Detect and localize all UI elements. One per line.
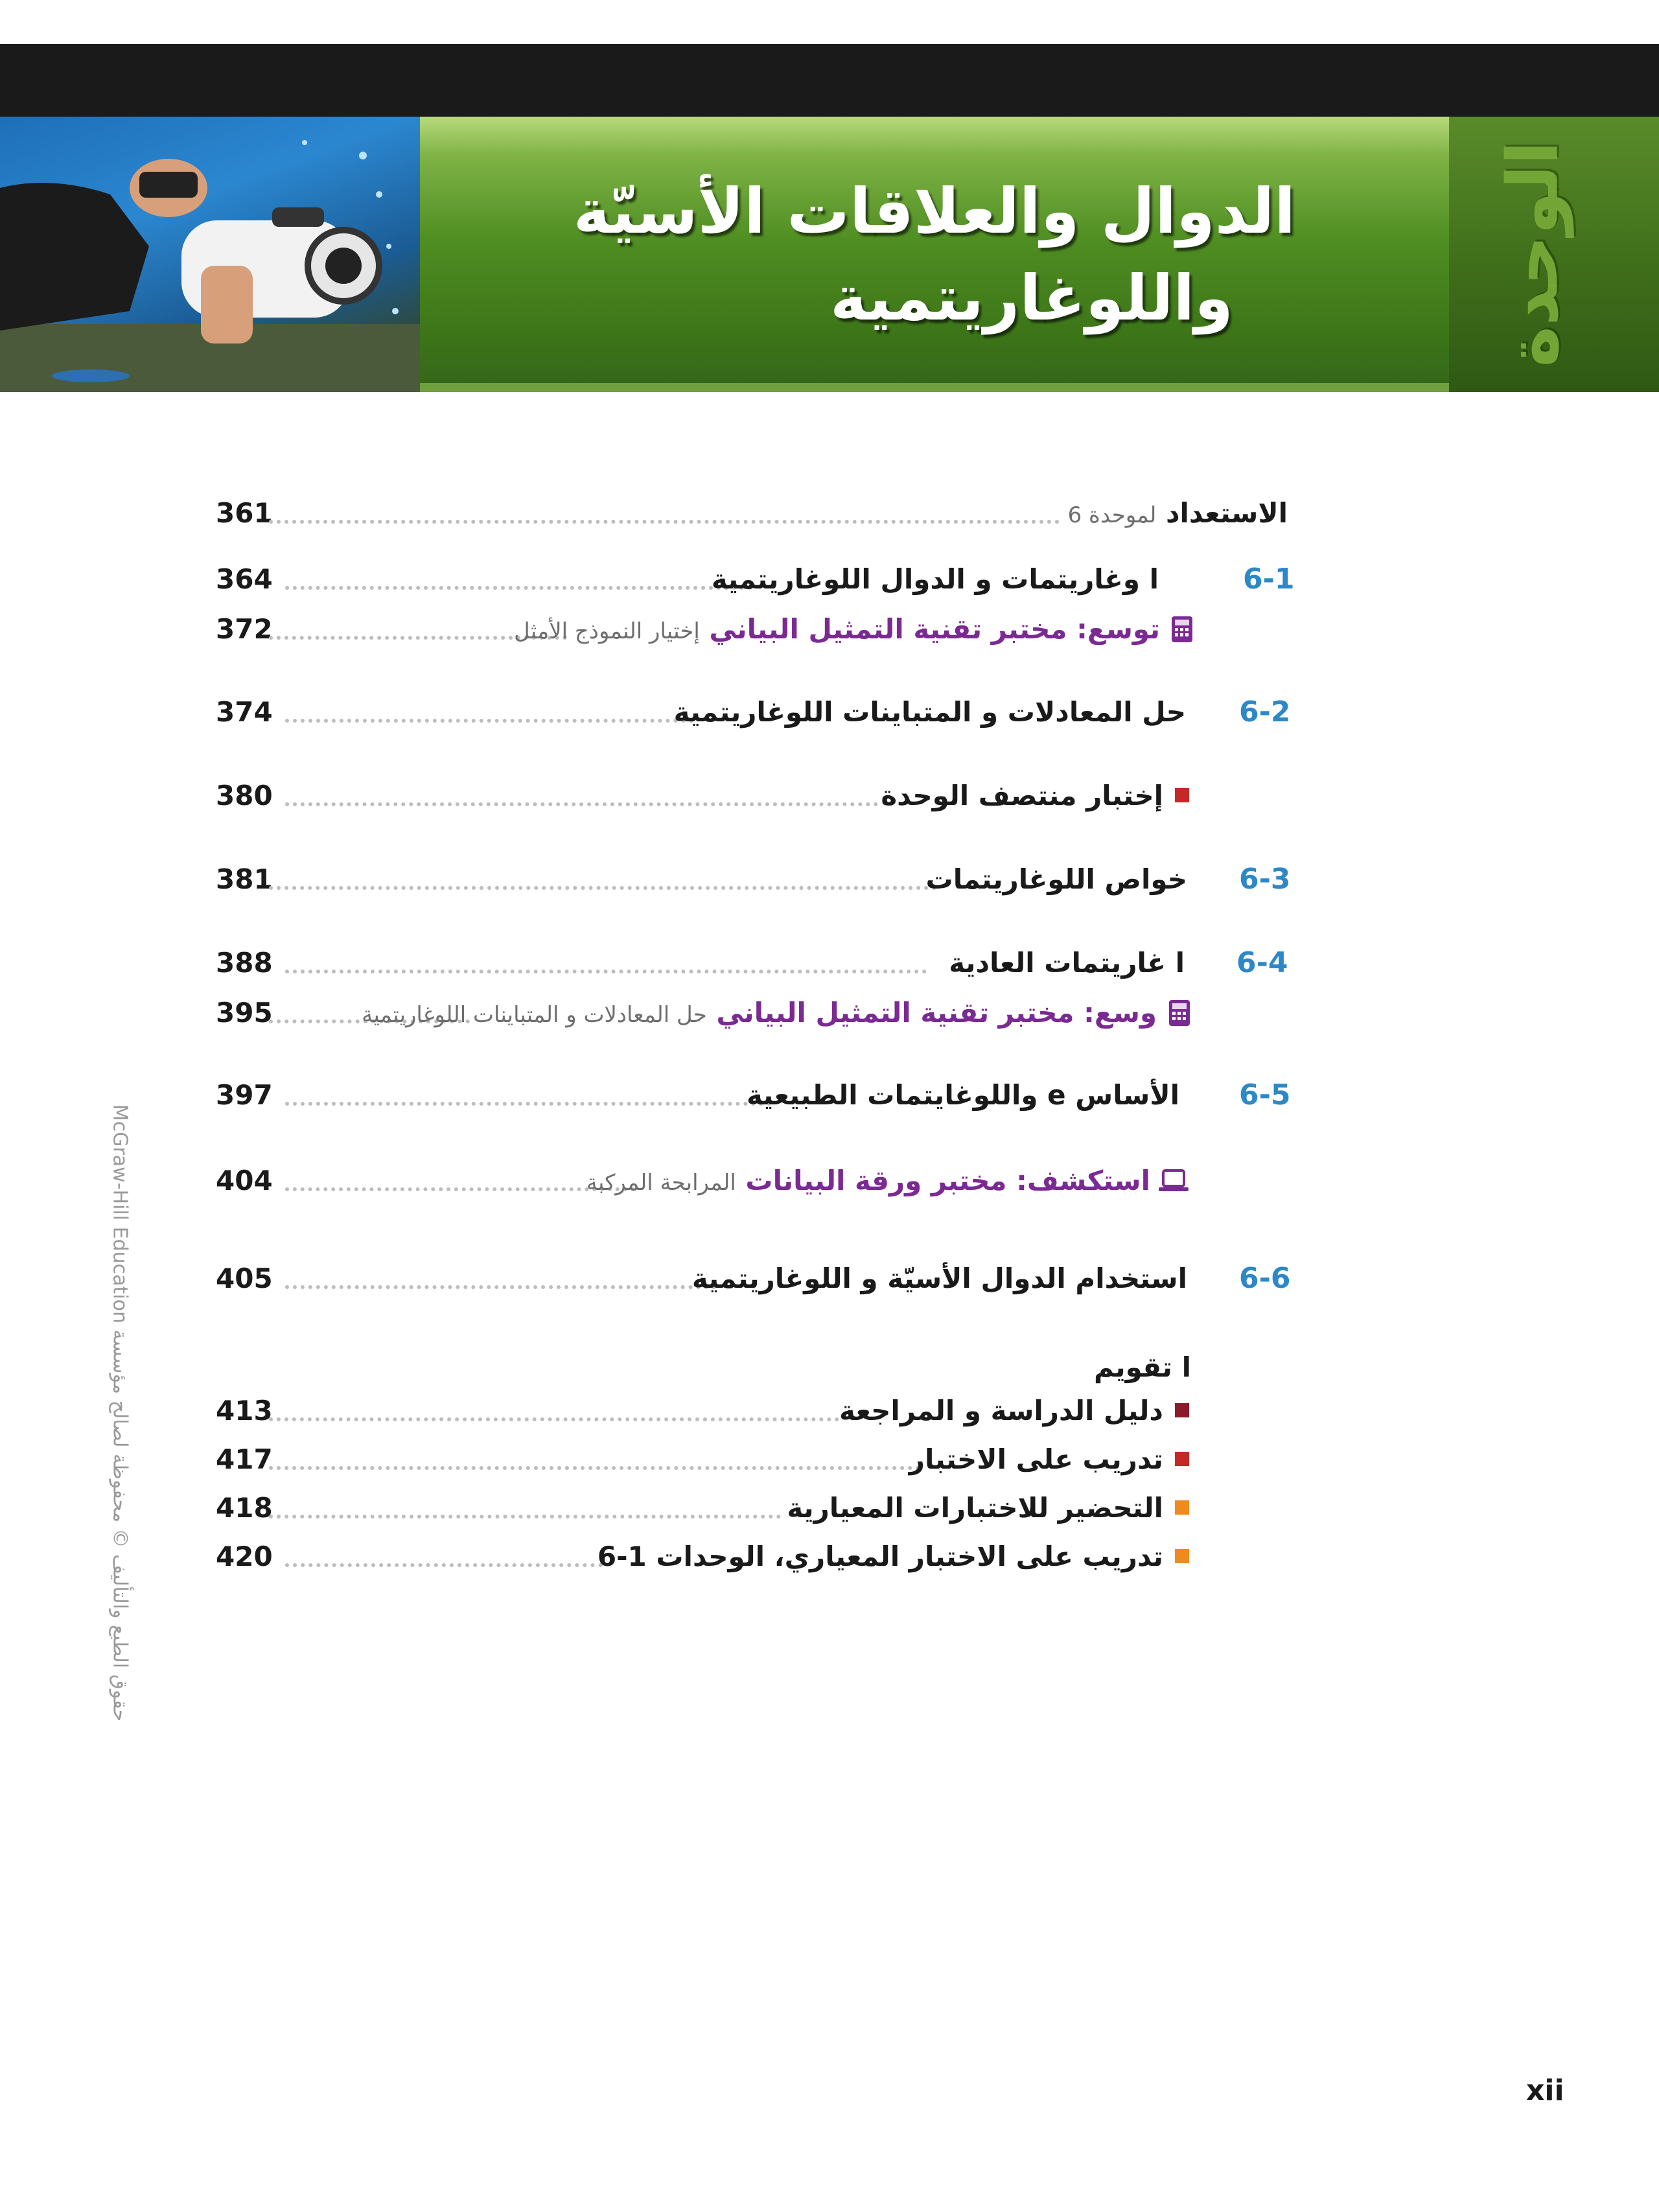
dot-leader xyxy=(269,1466,920,1470)
lesson-number: 6-1 xyxy=(1243,563,1295,596)
bullet-square-icon xyxy=(1175,788,1189,802)
lesson-number: 6-5 xyxy=(1239,1078,1291,1112)
page-number: 417 xyxy=(216,1443,273,1475)
dot-leader xyxy=(269,886,936,890)
dot-leader xyxy=(285,802,878,806)
toc-row-extension[interactable] xyxy=(0,610,1659,649)
midchapter-title: إختبار منتصف الوحدة xyxy=(881,780,1163,811)
page-number: 395 xyxy=(216,997,273,1029)
assessment-title: تدريب على الاختبار xyxy=(909,1443,1163,1475)
lesson-title: خواص اللوغاريتمات xyxy=(925,863,1187,895)
extension-text xyxy=(514,610,1160,649)
page-number: 372 xyxy=(216,613,273,645)
chapter-title-line1: الدوال والعلاقات الأسيّة xyxy=(573,174,1296,248)
readiness-label: الاستعداد xyxy=(1165,497,1288,529)
dot-leader xyxy=(285,1187,635,1191)
extension-label: استكشف: مختبر ورقة البيانات xyxy=(745,1165,1150,1196)
lesson-number: 6-2 xyxy=(1239,695,1291,728)
toc-row-extension[interactable] xyxy=(0,1161,1659,1200)
dot-leader xyxy=(285,970,927,973)
extension-label: توسع: مختبر تقنية التمثيل البياني xyxy=(709,613,1160,645)
page-number: 397 xyxy=(216,1079,273,1111)
calculator-icon xyxy=(1169,615,1195,644)
dot-leader xyxy=(285,719,693,723)
extension-text xyxy=(586,1161,1150,1200)
toc-row-lesson[interactable] xyxy=(0,1076,1659,1115)
copyright-sidebar: McGraw-Hill Education حقوق الطبع والتأليف © محفوظة لصالح مؤسسة xyxy=(108,1104,132,1722)
laptop-icon xyxy=(1157,1167,1190,1195)
toc-row-assessment[interactable] xyxy=(0,1489,1659,1528)
diver-illustration xyxy=(0,117,420,392)
chapter-title xyxy=(420,117,1449,392)
bullet-square-icon xyxy=(1175,1403,1189,1417)
unit-tab xyxy=(1449,117,1659,392)
lesson-title: الأساس e واللوغايتمات الطبيعية xyxy=(746,1079,1179,1111)
dot-leader xyxy=(269,520,1060,524)
dot-leader xyxy=(269,1417,839,1421)
extension-label: وسع: مختبر تقنية التمثيل البياني xyxy=(716,997,1157,1029)
page-number: 364 xyxy=(216,563,273,595)
dot-leader xyxy=(269,1515,781,1519)
toc-row-lesson[interactable] xyxy=(0,693,1659,732)
page-number: 381 xyxy=(216,863,273,895)
page-number: 413 xyxy=(216,1395,273,1426)
chapter-title-line2: واللوغاريتمية xyxy=(830,261,1233,334)
toc-row-assessment[interactable] xyxy=(0,1440,1659,1479)
toc-row-assessment[interactable] xyxy=(0,1537,1659,1576)
title-panel xyxy=(420,117,1449,392)
assessment-title: التحضير للاختبارات المعيارية xyxy=(787,1492,1163,1524)
bullet-square-icon xyxy=(1175,1500,1189,1515)
dot-leader xyxy=(285,1285,716,1289)
assessment-title: تدريب على الاختبار المعياري، الوحدات 1-6 xyxy=(597,1541,1163,1572)
toc-row-extension[interactable] xyxy=(0,994,1659,1032)
page-number: 420 xyxy=(216,1541,273,1572)
toc-row-lesson[interactable] xyxy=(0,560,1659,599)
page-folio: xii xyxy=(1526,2074,1564,2107)
readiness-text xyxy=(1068,494,1288,533)
lesson-number: 6-6 xyxy=(1239,1262,1291,1295)
page-number: 405 xyxy=(216,1263,273,1294)
diver-photo xyxy=(0,117,420,392)
page-number: 388 xyxy=(216,947,273,979)
toc-row-lesson[interactable] xyxy=(0,944,1659,983)
extension-text xyxy=(362,994,1157,1032)
extension-description: حل المعادلات و المتباينات اللوغاريتمية xyxy=(362,1002,707,1028)
top-black-bar xyxy=(0,44,1659,117)
toc-row-lesson[interactable] xyxy=(0,1259,1659,1298)
lesson-title: ا وغاريتمات و الدوال اللوغاريتمية xyxy=(711,563,1159,595)
extension-description: المرابحة المركبة xyxy=(586,1170,736,1196)
page-number: 361 xyxy=(216,497,273,529)
lesson-number: 6-4 xyxy=(1236,946,1288,979)
assessment-heading-row xyxy=(0,1348,1659,1387)
page-number: 380 xyxy=(216,780,273,811)
extension-description: إختيار النموذج الأمثل xyxy=(513,618,700,644)
toc-row-readiness xyxy=(0,494,1659,533)
readiness-suffix: لموحدة 6 xyxy=(1067,502,1157,528)
lesson-title: حل المعادلات و المتباينات اللوغاريتمية xyxy=(673,696,1186,728)
bullet-square-icon xyxy=(1175,1549,1189,1563)
dot-leader xyxy=(285,1563,603,1567)
lesson-title: ا غاريتمات العادية xyxy=(949,947,1185,979)
toc-row-lesson[interactable] xyxy=(0,860,1659,899)
lesson-title: استخدام الدوال الأسيّة و اللوغاريتمية xyxy=(691,1263,1187,1294)
unit-label: الوحدة xyxy=(1492,141,1574,367)
page-number: 418 xyxy=(216,1492,273,1524)
toc-row-assessment[interactable] xyxy=(0,1391,1659,1430)
chapter-banner xyxy=(0,117,1659,392)
dot-leader xyxy=(285,1102,771,1106)
bullet-square-icon xyxy=(1175,1452,1189,1466)
dot-leader xyxy=(285,586,752,590)
page-number: 374 xyxy=(216,696,273,728)
lesson-number: 6-3 xyxy=(1239,863,1291,896)
page-number: 404 xyxy=(216,1165,273,1196)
assessment-heading: ا تقويم xyxy=(1093,1351,1191,1383)
toc-row-midchapter[interactable] xyxy=(0,776,1659,815)
calculator-icon xyxy=(1166,999,1192,1027)
assessment-title: دليل الدراسة و المراجعة xyxy=(839,1395,1163,1426)
